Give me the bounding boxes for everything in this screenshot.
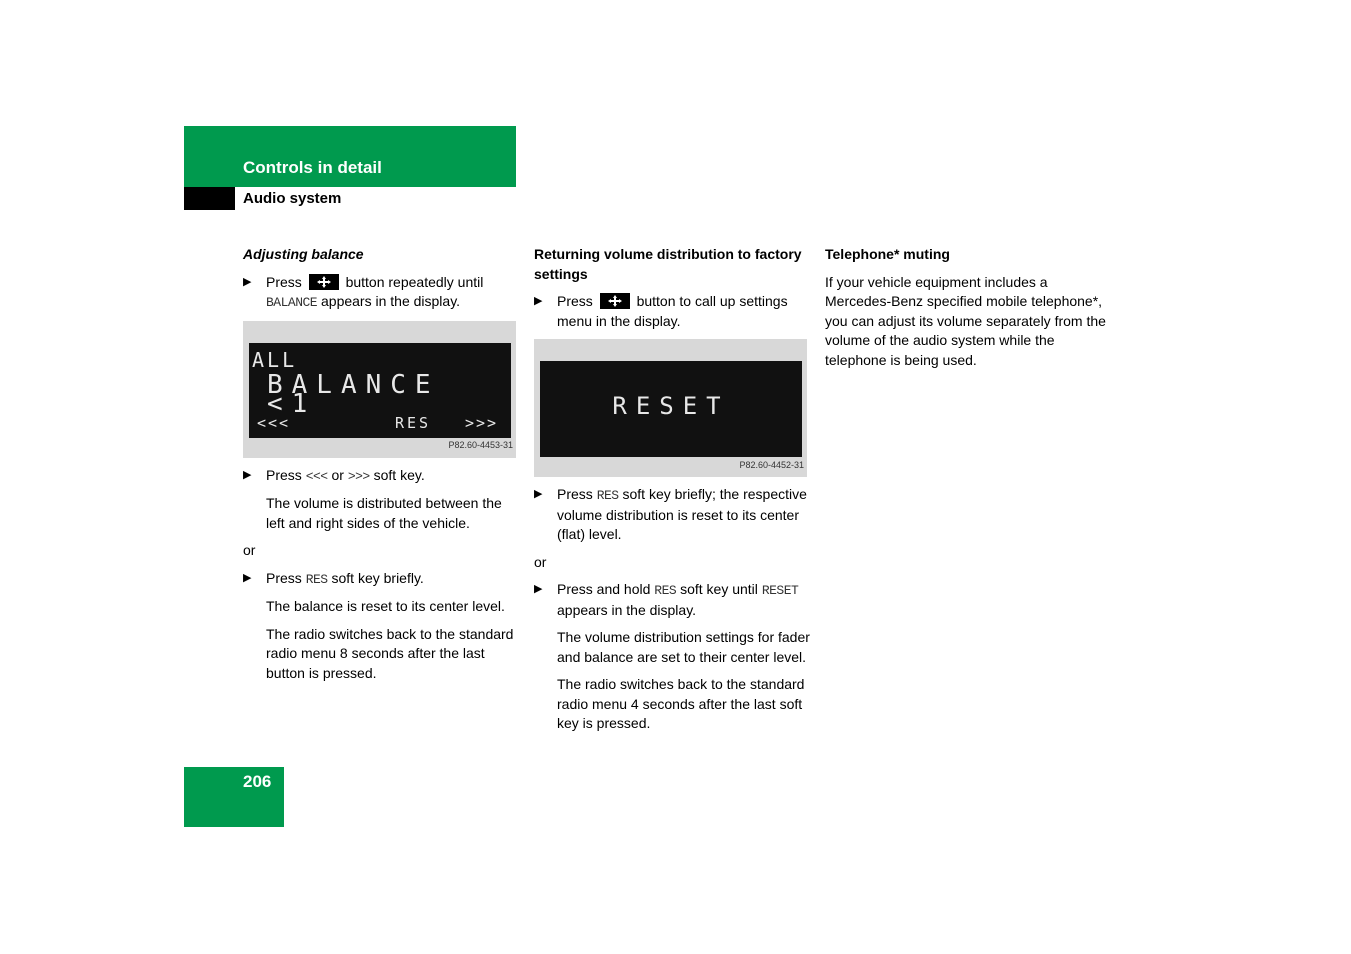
step-note: The volume distribution settings for fader and balance are set to their center level.: [557, 629, 810, 665]
heading-factory-settings: Returning volume distribution to factory settings: [534, 246, 802, 282]
step-press-button: ▶ Press button to call up settings menu in the display.: [534, 293, 788, 329]
triangle-right-icon: ▶: [243, 468, 252, 481]
or-text: or: [534, 553, 547, 570]
four-way-arrow-icon: [600, 293, 630, 309]
lcd-screen: [540, 361, 802, 457]
step-note: The balance is reset to its center level.: [266, 598, 505, 614]
column-factory-settings: [534, 245, 814, 742]
step-note: The radio switches back to the standard radio menu 8 seconds after the last button is pressed.: [266, 625, 514, 681]
lcd-reset-text: RESET: [612, 392, 730, 420]
column-adjusting-balance: [243, 245, 523, 691]
lcd-screen: [249, 343, 511, 438]
heading-telephone-muting: Telephone* muting: [825, 246, 950, 262]
triangle-right-icon: ▶: [243, 571, 252, 584]
lcd-softkey-left: <<<: [257, 413, 291, 432]
lcd-line-2: BALANCE <1: [267, 369, 440, 419]
page-number: 206: [243, 772, 272, 791]
step-note: The volume is distributed between the left and right sides of the vehicle.: [266, 495, 502, 531]
step-press-res: ▶ Press RES soft key briefly; the respective volume distribution is reset to its center (flat) level.: [534, 486, 807, 542]
step-press-button: ▶ Press button repeatedly until BALANCE appears in the display.: [243, 273, 484, 310]
figure-id: P82.60-4453-31: [448, 440, 513, 450]
lcd-softkey-res: RES: [395, 413, 432, 432]
lcd-line-1: ALL: [252, 347, 298, 372]
triangle-right-icon: ▶: [534, 583, 543, 595]
lcd-softkey-right: >>>: [465, 413, 499, 432]
triangle-right-icon: ▶: [534, 295, 543, 307]
triangle-right-icon: ▶: [534, 488, 543, 500]
step-hold-res: ▶ Press and hold RES soft key until RESET appears in the display.: [534, 581, 799, 618]
display-text-balance: BALANCE: [266, 295, 318, 310]
figure-id: P82.60-4452-31: [739, 459, 804, 470]
heading-adjusting-balance: Adjusting balance: [243, 246, 364, 262]
telephone-muting-text: If your vehicle equipment includes a Mercedes-Benz specified mobile telephone*, you can adjust its volume separately from the volume of the audio system while the telephone is being used.: [825, 273, 1106, 368]
subsection-marker: [184, 187, 235, 210]
subsection-title: Audio system: [243, 190, 342, 207]
figure-reset-display: [534, 339, 807, 477]
step-press-softkeys: ▶ Press <<< or >>> soft key.: [243, 466, 425, 484]
triangle-right-icon: ▶: [243, 275, 252, 288]
section-title: Controls in detail: [243, 158, 382, 177]
step-press-res: ▶ Press RES soft key briefly.: [243, 569, 424, 587]
column-telephone-muting: [825, 245, 1115, 378]
four-way-arrow-icon: [309, 274, 339, 290]
figure-balance-display: [243, 321, 516, 458]
step-note: The radio switches back to the standard radio menu 4 seconds after the last soft key is pressed.: [557, 676, 805, 731]
or-text: or: [243, 542, 256, 558]
